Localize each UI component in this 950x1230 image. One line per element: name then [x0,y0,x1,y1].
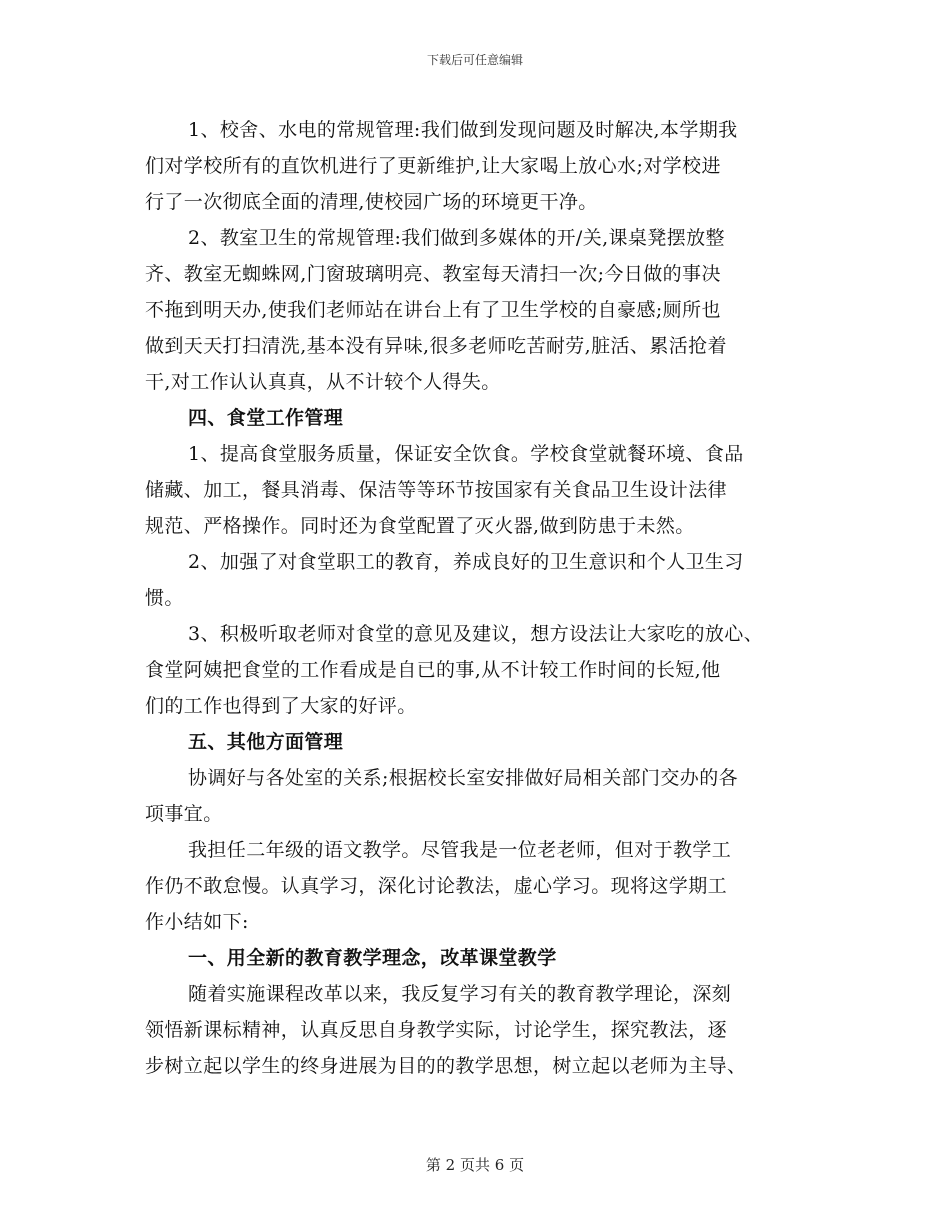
text-line: 1、提高食堂服务质量，保证安全饮食。学校食堂就餐环境、食品 [188,443,744,465]
page-footer: 第 2 页共 6 页 [425,1156,525,1174]
text-line: 们对学校所有的直饮机进行了更新维护,让大家喝上放心水;对学校进 [145,155,721,177]
text-line: 2、教室卫生的常规管理:我们做到多媒体的开/关,课桌凳摆放整 [188,227,725,249]
text-line: 储藏、加工，餐具消毒、保洁等等环节按国家有关食品卫生设计法律 [145,479,728,501]
text-line: 干,对工作认认真真，从不计较个人得失。 [145,371,501,393]
text-line: 规范、严格操作。同时还为食堂配置了灭火器,做到防患于未然。 [145,515,695,537]
text-line: 作仍不敢怠慢。认真学习，深化讨论教法，虚心学习。现将这学期工 [145,875,728,897]
text-line: 步树立起以学生的终身进展为目的的教学思想，树立起以老师为主导、 [145,1055,747,1077]
text-line: 作小结如下: [145,911,249,933]
text-line: 3、积极听取老师对食堂的意见及建议，想方设法让大家吃的放心、 [188,623,764,645]
text-line: 领悟新课标精神，认真反思自身教学实际，讨论学生，探究教法，逐 [145,1019,728,1041]
text-line: 协调好与各处室的关系;根据校长室安排做好局相关部门交办的各 [188,767,739,789]
section-heading: 一、用全新的教育教学理念，改革课堂教学 [188,947,557,969]
text-line: 1、校舍、水电的常规管理:我们做到发现问题及时解决,本学期我 [188,119,738,141]
text-line: 行了一次彻底全面的清理,使校园广场的环境更干净。 [145,191,598,213]
text-line: 齐、教室无蜘蛛网,门窗玻璃明亮、教室每天清扫一次;今日做的事决 [145,263,721,285]
text-line: 我担任二年级的语文教学。尽管我是一位老老师，但对于教学工 [188,839,732,861]
text-line: 惯。 [145,587,184,609]
section-heading: 四、食堂工作管理 [188,407,344,429]
page-header: 下载后可任意编辑 [426,53,523,67]
text-line: 项事宜。 [145,803,223,825]
text-line: 做到天天打扫清洗,基本没有异味,很多老师吃苦耐劳,脏活、累活抢着 [145,335,727,357]
text-line: 不拖到明天办,使我们老师站在讲台上有了卫生学校的自豪感;厕所也 [145,299,721,321]
section-heading: 五、其他方面管理 [188,731,344,753]
text-line: 2、加强了对食堂职工的教育，养成良好的卫生意识和个人卫生习 [188,551,744,573]
text-line: 随着实施课程改革以来，我反复学习有关的教育教学理论，深刻 [188,983,732,1005]
text-line: 食堂阿姨把食堂的工作看成是自已的事,从不计较工作时间的长短,他 [145,659,721,681]
document-body [145,112,825,1084]
text-line: 们的工作也得到了大家的好评。 [145,695,417,717]
